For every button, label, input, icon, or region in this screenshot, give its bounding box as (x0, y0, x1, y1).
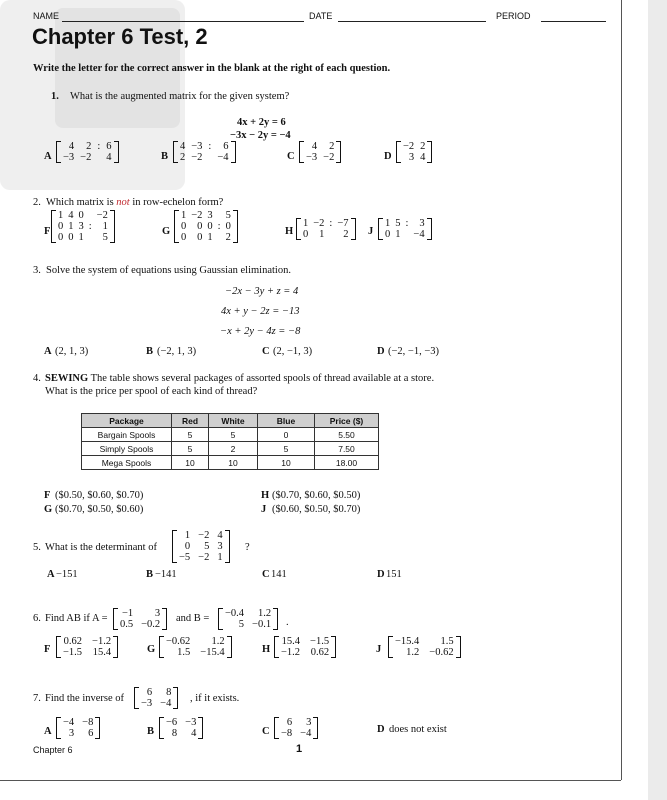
q7-text: Find the inverse of (45, 693, 125, 704)
table-cell: 10 (258, 456, 315, 470)
matrix-entry: 4 (180, 141, 186, 152)
matrix-entry: 5 (102, 232, 108, 243)
q7-option-d-text: does not exist (389, 724, 447, 735)
matrix-entry: −2 (313, 218, 325, 229)
q5-option-a-text: −151 (56, 569, 78, 580)
q6-option-j[interactable]: J (376, 644, 382, 655)
table-row (82, 442, 379, 456)
matrix-entry (406, 229, 409, 240)
table-cell: 10 (209, 456, 258, 470)
matrix-entry: 5 (225, 210, 231, 221)
page-title: Chapter 6 Test, 2 (32, 24, 208, 49)
table-cell: 10 (172, 456, 209, 470)
matrix-entry: 4 (68, 141, 75, 152)
q2-option-f[interactable]: F (44, 226, 51, 237)
q4-option-h[interactable]: H (261, 490, 270, 501)
matrix-entry: −0.2 (141, 619, 161, 630)
q6-matrix-a (113, 608, 167, 630)
table-cell: 5.50 (315, 428, 379, 442)
matrix-right-bracket (231, 141, 236, 163)
matrix-entry: −3 (306, 152, 318, 163)
matrix-entry: 4 (420, 152, 426, 163)
matrix-entry: 6 (223, 141, 229, 152)
q6-option-h[interactable]: H (262, 644, 271, 655)
matrix-entry: 15.4 (92, 647, 112, 658)
matrix-entry: 1 (184, 530, 191, 541)
q2-option-h[interactable]: H (285, 226, 294, 237)
table-cell: 0 (258, 428, 315, 442)
q6-text-and: and B = (176, 613, 210, 624)
matrix-entry: : (208, 141, 212, 152)
table-cell: 5 (209, 428, 258, 442)
q6-option-g[interactable]: G (147, 644, 156, 655)
matrix-entry: 8 (171, 728, 178, 739)
matrix-entry: 3 (306, 717, 312, 728)
q6-matrix-b (218, 608, 278, 630)
q5-option-c[interactable]: C (262, 569, 270, 580)
q3-option-c[interactable]: C (262, 346, 270, 357)
q3-option-b-text: (−2, 1, 3) (157, 346, 197, 357)
matrix-cells (401, 141, 427, 163)
matrix-right-bracket (273, 608, 278, 630)
matrix-right-bracket (225, 530, 230, 563)
q2-option-j[interactable]: J (368, 226, 374, 237)
matrix-entry: 3 (408, 152, 415, 163)
q3-text: Solve the system of equations using Gaussian elimination. (46, 265, 291, 276)
matrix-entry: −1 (121, 608, 134, 619)
q4-option-g-text: ($0.70, $0.50, $0.60) (55, 504, 144, 515)
matrix-entry: 4 (68, 210, 74, 221)
matrix-entry: 0 (385, 229, 391, 240)
q4-keyword: SEWING (45, 373, 89, 384)
matrix-right-bracket (456, 636, 461, 658)
q3-option-a[interactable]: A (44, 346, 52, 357)
matrix-entry: −4 (300, 728, 312, 739)
q2-option-g-matrix (174, 210, 238, 243)
q6-option-j-matrix (388, 636, 461, 658)
q1-option-a[interactable]: A (44, 151, 52, 162)
table-header-row (82, 414, 379, 428)
q5-option-a[interactable]: A (47, 569, 55, 580)
q5-option-d-text: 151 (386, 569, 402, 580)
matrix-entry: 1 (207, 232, 213, 243)
matrix-entry: −1.5 (63, 647, 83, 658)
table-cell: 5 (172, 428, 209, 442)
matrix-entry: 3 (217, 541, 223, 552)
table-row (82, 456, 379, 470)
matrix-right-bracket (331, 636, 336, 658)
matrix-cells (56, 210, 110, 243)
matrix-entry: 3 (154, 608, 161, 619)
q1-option-a-matrix (56, 141, 119, 163)
q2-option-f-matrix (51, 210, 115, 243)
matrix-entry: −0.62 (429, 647, 454, 658)
q3-eq1: −2x − 3y + z = 4 (225, 286, 299, 297)
matrix-entry: −2 (198, 530, 210, 541)
matrix-entry: −1.2 (281, 647, 301, 658)
q2-option-h-matrix (296, 218, 356, 240)
matrix-entry: : (97, 141, 101, 152)
page-border-right (621, 0, 622, 780)
matrix-entry: 15.4 (281, 636, 301, 647)
matrix-entry (89, 232, 92, 243)
matrix-entry: −4 (217, 152, 229, 163)
table-header-cell: Blue (258, 414, 315, 428)
matrix-entry: −15.4 (200, 647, 225, 658)
q2-text-before: Which matrix is (46, 197, 117, 208)
matrix-entry: 5 (238, 619, 245, 630)
matrix-entry (208, 152, 211, 163)
matrix-entry: 1.5 (177, 647, 191, 658)
matrix-cells (164, 717, 198, 739)
matrix-entry: −3 (185, 717, 197, 728)
matrix-entry: −2 (80, 152, 92, 163)
matrix-right-bracket (95, 717, 100, 739)
matrix-entry: : (405, 218, 409, 229)
q1-number: 1. (51, 91, 59, 102)
matrix-entry: 0 (207, 221, 213, 232)
matrix-right-bracket (173, 687, 178, 709)
matrix-entry: −2 (198, 552, 210, 563)
q4-text-line1-body: The table shows several packages of assorted spools of thread available at a store. (88, 373, 435, 384)
table-cell: Simply Spools (82, 442, 172, 456)
matrix-cells (393, 636, 456, 658)
table-cell: 5 (258, 442, 315, 456)
matrix-entry: 0 (68, 232, 74, 243)
q1-option-d-matrix (396, 141, 432, 163)
q4-text-line1 (45, 373, 434, 384)
matrix-entry: : (88, 221, 92, 232)
q4-number: 4. (33, 373, 41, 384)
matrix-entry: −4 (63, 717, 75, 728)
q7-matrix (134, 687, 178, 709)
matrix-entry: −2 (191, 152, 203, 163)
matrix-entry: 3 (78, 221, 84, 232)
q6-option-g-matrix (159, 636, 232, 658)
q4-option-j-text: ($0.60, $0.50, $0.70) (272, 504, 361, 515)
q1-option-d[interactable]: D (384, 151, 392, 162)
q4-text-line2: What is the price per spool of each kind of thread? (45, 386, 258, 397)
matrix-cells (164, 636, 227, 658)
q2-text-emphasis: not (116, 197, 130, 208)
matrix-entry: 1 (102, 221, 108, 232)
q5-text: What is the determinant of (45, 542, 157, 553)
q3-option-d[interactable]: D (377, 346, 385, 357)
matrix-entry: −7 (337, 218, 349, 229)
q3-option-a-text: (2, 1, 3) (55, 346, 89, 357)
q3-eq3: −x + 2y − 4z = −8 (220, 326, 301, 337)
table-cell: 2 (209, 442, 258, 456)
matrix-entry: −2 (96, 210, 108, 221)
matrix-entry: 6 (106, 141, 112, 152)
table-row (82, 428, 379, 442)
q3-number: 3. (33, 265, 41, 276)
q3-option-b[interactable]: B (146, 346, 154, 357)
matrix-entry: −3 (141, 698, 153, 709)
q7-option-c-matrix (274, 717, 318, 739)
matrix-cells (178, 141, 231, 163)
q6-number: 6. (33, 613, 41, 624)
q2-number: 2. (33, 197, 41, 208)
matrix-entry: 1 (319, 229, 325, 240)
table-cell: 18.00 (315, 456, 379, 470)
matrix-entry: 3 (68, 728, 75, 739)
matrix-entry: 0 (58, 232, 64, 243)
matrix-right-bracket (113, 636, 118, 658)
matrix-entry: 1 (68, 221, 74, 232)
matrix-entry: −0.4 (225, 608, 245, 619)
matrix-entry: 0 (181, 232, 187, 243)
matrix-entry: 4 (191, 728, 197, 739)
matrix-cells (61, 141, 114, 163)
matrix-right-bracket (427, 141, 432, 163)
period-label: PERIOD (496, 11, 531, 21)
matrix-entry: 0 (197, 232, 203, 243)
matrix-entry: −0.62 (166, 636, 191, 647)
matrix-entry: 6 (88, 728, 94, 739)
q3-option-c-text: (2, −1, 3) (273, 346, 313, 357)
matrix-entry: −0.1 (252, 619, 272, 630)
q2-option-g[interactable]: G (162, 226, 171, 237)
matrix-entry: 4 (106, 152, 112, 163)
q5-question-mark: ? (245, 542, 250, 553)
matrix-entry: 2 (343, 229, 349, 240)
q7-option-b-matrix (159, 717, 203, 739)
q2-option-j-matrix (378, 218, 432, 240)
matrix-entry: 5 (395, 218, 401, 229)
footer-chapter: Chapter 6 (33, 745, 73, 755)
matrix-cells (279, 636, 331, 658)
footer-page-number: 1 (296, 743, 303, 755)
matrix-entry: −2 (403, 141, 415, 152)
matrix-entry: 0 (58, 221, 64, 232)
matrix-entry: 1.2 (257, 608, 272, 619)
matrix-cells (177, 530, 225, 563)
matrix-entry: 6 (286, 717, 293, 728)
matrix-entry: −3 (191, 141, 203, 152)
q6-option-f[interactable]: F (44, 644, 51, 655)
matrix-entry: 2 (420, 141, 426, 152)
q5-option-b[interactable]: B (146, 569, 154, 580)
matrix-cells (223, 608, 273, 630)
q3-option-d-text: (−2, −1, −3) (388, 346, 440, 357)
q4-option-h-text: ($0.70, $0.60, $0.50) (272, 490, 361, 501)
q5-determinant-matrix (172, 530, 230, 563)
matrix-entry: 0 (303, 229, 309, 240)
q7-option-d[interactable]: D (377, 724, 385, 735)
matrix-entry: −2 (323, 152, 335, 163)
matrix-right-bracket (336, 141, 341, 163)
matrix-entry: 5 (204, 541, 210, 552)
matrix-entry: −6 (166, 717, 178, 728)
matrix-entry: 0.5 (120, 619, 134, 630)
q1-option-c-matrix (299, 141, 341, 163)
matrix-entry: −1.5 (310, 636, 330, 647)
q2-text (46, 197, 223, 208)
matrix-cells (118, 608, 162, 630)
q1-option-c[interactable]: C (287, 151, 295, 162)
name-blank[interactable] (62, 21, 304, 22)
q7-option-a-matrix (56, 717, 100, 739)
matrix-right-bracket (313, 717, 318, 739)
q5-option-b-text: −141 (155, 569, 177, 580)
matrix-entry: 2 (225, 232, 231, 243)
instructions: Write the letter for the correct answer in the blank at the right of each question. (33, 63, 391, 74)
matrix-right-bracket (162, 608, 167, 630)
matrix-cells (383, 218, 427, 240)
matrix-cells (301, 218, 351, 240)
date-blank[interactable] (338, 21, 486, 22)
matrix-cells (279, 717, 313, 739)
viewer-margin (648, 0, 667, 800)
matrix-cells (61, 636, 113, 658)
q5-option-c-text: 141 (271, 569, 287, 580)
q7-text-after: , if it exists. (190, 693, 240, 704)
matrix-cells (179, 210, 233, 243)
matrix-entry: 6 (146, 687, 153, 698)
matrix-entry: : (329, 218, 333, 229)
q5-number: 5. (33, 542, 41, 553)
matrix-cells (61, 717, 95, 739)
name-label: NAME (33, 11, 60, 21)
matrix-entry: 2 (329, 141, 335, 152)
q5-option-d[interactable]: D (377, 569, 385, 580)
matrix-entry: : (217, 221, 221, 232)
table-cell: Bargain Spools (82, 428, 172, 442)
q7-option-a[interactable]: A (44, 726, 52, 737)
matrix-entry: 0 (181, 221, 187, 232)
matrix-entry: 0.62 (310, 647, 330, 658)
matrix-entry: 1 (181, 210, 187, 221)
q1-option-b-matrix (173, 141, 236, 163)
matrix-entry: 0.62 (63, 636, 83, 647)
q6-option-f-matrix (56, 636, 118, 658)
q3-eq2: 4x + y − 2z = −13 (221, 306, 300, 317)
table-header-cell: Red (172, 414, 209, 428)
matrix-right-bracket (198, 717, 203, 739)
q6-text-find: Find AB if A = (45, 613, 108, 624)
q1-text: What is the augmented matrix for the given system? (70, 91, 290, 102)
q4-option-f[interactable]: F (44, 490, 51, 501)
matrix-entry: −3 (63, 152, 75, 163)
matrix-right-bracket (427, 218, 432, 240)
matrix-right-bracket (233, 210, 238, 243)
matrix-cells (139, 687, 173, 709)
q4-option-g[interactable]: G (44, 504, 53, 515)
matrix-entry (218, 210, 221, 221)
matrix-entry: −8 (281, 728, 293, 739)
matrix-entry: 3 (419, 218, 425, 229)
matrix-entry: −15.4 (395, 636, 420, 647)
matrix-entry (97, 152, 100, 163)
table-cell: 7.50 (315, 442, 379, 456)
table-header-cell: Package (82, 414, 172, 428)
period-blank[interactable] (541, 21, 606, 22)
table-header-cell: Price ($) (315, 414, 379, 428)
matrix-entry: 4 (311, 141, 318, 152)
matrix-entry: 1 (303, 218, 309, 229)
matrix-entry: 2 (180, 152, 186, 163)
matrix-entry: −8 (82, 717, 94, 728)
matrix-entry: 2 (86, 141, 92, 152)
q6-text-end: . (286, 617, 289, 628)
q1-eq2: −3x − 2y = −4 (230, 130, 291, 141)
matrix-cells (304, 141, 336, 163)
matrix-entry: 1 (217, 552, 223, 563)
q4-option-f-text: ($0.50, $0.60, $0.70) (55, 490, 144, 501)
matrix-entry: 1 (78, 232, 84, 243)
matrix-entry: 8 (166, 687, 172, 698)
q7-number: 7. (33, 693, 41, 704)
matrix-right-bracket (110, 210, 115, 243)
q2-text-after: in row-echelon form? (129, 197, 224, 208)
q7-option-c[interactable]: C (262, 726, 270, 737)
q7-option-b[interactable]: B (147, 726, 155, 737)
matrix-entry: 1.2 (211, 636, 225, 647)
q6-option-h-matrix (274, 636, 336, 658)
thread-table (81, 413, 379, 470)
page-border-bottom (0, 780, 621, 781)
table-cell: 5 (172, 442, 209, 456)
table-cell: Mega Spools (82, 456, 172, 470)
matrix-entry: 1.2 (406, 647, 420, 658)
matrix-entry (329, 229, 332, 240)
date-label: DATE (309, 11, 333, 21)
matrix-right-bracket (227, 636, 232, 658)
matrix-entry: 1.5 (440, 636, 454, 647)
matrix-entry: 0 (78, 210, 84, 221)
matrix-right-bracket (351, 218, 356, 240)
matrix-entry: −5 (179, 552, 191, 563)
matrix-entry: 0 (197, 221, 203, 232)
q4-option-j[interactable]: J (261, 504, 267, 515)
matrix-entry: −4 (413, 229, 425, 240)
matrix-entry: 3 (207, 210, 213, 221)
matrix-right-bracket (114, 141, 119, 163)
matrix-entry (218, 232, 221, 243)
matrix-entry: −1.2 (92, 636, 112, 647)
table-header-cell: White (209, 414, 258, 428)
matrix-entry: 1 (385, 218, 391, 229)
matrix-entry: 1 (395, 229, 401, 240)
matrix-entry: 1 (58, 210, 64, 221)
q1-option-b[interactable]: B (161, 151, 169, 162)
matrix-entry: −4 (160, 698, 172, 709)
matrix-entry (89, 210, 92, 221)
q1-eq1: 4x + 2y = 6 (237, 117, 286, 128)
matrix-entry: −2 (191, 210, 203, 221)
matrix-entry: 0 (225, 221, 231, 232)
matrix-entry: 0 (184, 541, 191, 552)
matrix-entry: 4 (217, 530, 223, 541)
